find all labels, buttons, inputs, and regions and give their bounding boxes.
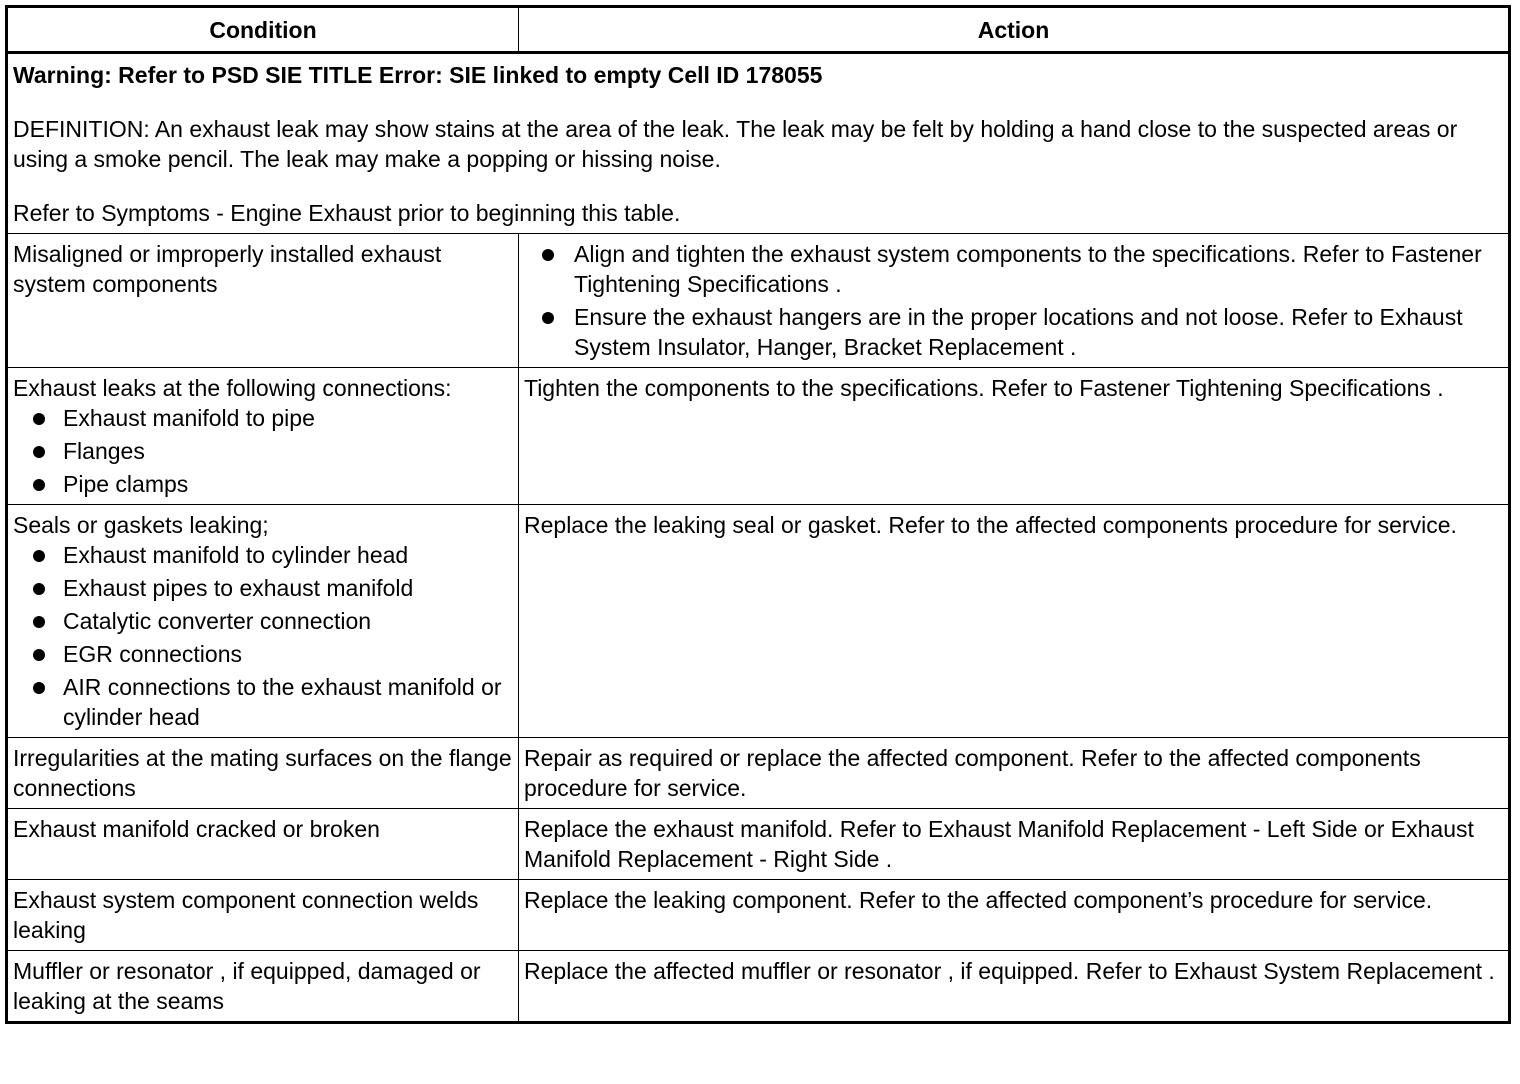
bullet-icon [33, 479, 45, 491]
bullet-icon [542, 312, 554, 324]
action-cell [519, 809, 1510, 880]
bullet-icon [33, 583, 45, 595]
condition-text: Seals or gaskets leaking; [13, 512, 269, 538]
action-cell [519, 951, 1510, 1023]
intro-cell [7, 53, 1510, 234]
bullet-icon [542, 249, 554, 261]
action-list [524, 239, 1503, 362]
warning-text: Warning: Refer to PSD SIE TITLE Error: SIE linked to empty Cell ID 178055 [13, 62, 823, 88]
list-item [13, 540, 513, 570]
bullet-icon [33, 413, 45, 425]
bullet-icon [33, 649, 45, 661]
condition-cell [7, 368, 519, 505]
bullet-icon [33, 682, 45, 694]
list-item [13, 573, 513, 603]
list-item [524, 302, 1503, 362]
condition-cell [7, 880, 519, 951]
table-row [7, 368, 1510, 505]
list-item [13, 639, 513, 669]
action-text: Replace the leaking seal or gasket. Refer to the affected components procedure for service. [524, 512, 1457, 538]
intro-row [7, 53, 1510, 234]
column-header-condition: Condition [7, 7, 519, 53]
list-item-text: Align and tighten the exhaust system components to the specifications. Refer to Fastener Tightening Specifications . [574, 241, 1482, 297]
condition-cell [7, 809, 519, 880]
condition-cell [7, 951, 519, 1023]
condition-text: Muffler or resonator , if equipped, damaged or leaking at the seams [13, 958, 481, 1014]
table-row [7, 809, 1510, 880]
action-text: Repair as required or replace the affected component. Refer to the affected components procedure for service. [524, 745, 1421, 801]
list-item-text: Exhaust pipes to exhaust manifold [63, 575, 414, 601]
list-item-text: Catalytic converter connection [63, 608, 372, 634]
list-item [13, 436, 513, 466]
table-row [7, 880, 1510, 951]
refer-text: Refer to Symptoms - Engine Exhaust prior to beginning this table. [13, 200, 681, 226]
table-row [7, 234, 1510, 368]
list-item [13, 469, 513, 499]
list-item-text: EGR connections [63, 641, 242, 667]
action-text: Tighten the components to the specifications. Refer to Fastener Tightening Specifications . [524, 375, 1444, 401]
bullet-icon [33, 616, 45, 628]
list-item-text: Flanges [63, 438, 145, 464]
diagnostic-table [5, 5, 1511, 1024]
action-cell [519, 880, 1510, 951]
list-item-text: Exhaust manifold to cylinder head [63, 542, 409, 568]
list-item [13, 403, 513, 433]
condition-cell [7, 738, 519, 809]
table-row [7, 738, 1510, 809]
condition-text: Exhaust system component connection welds leaking [13, 887, 479, 943]
list-item-text: Exhaust manifold to pipe [63, 405, 315, 431]
table-row [7, 951, 1510, 1023]
condition-list [13, 540, 513, 732]
action-text: Replace the exhaust manifold. Refer to Exhaust Manifold Replacement - Left Side or Exhaust Manifold Replacement - Right Side . [524, 816, 1474, 872]
action-cell [519, 505, 1510, 738]
condition-list [13, 403, 513, 499]
action-text: Replace the leaking component. Refer to the affected component’s procedure for service. [524, 887, 1433, 913]
condition-text: Irregularities at the mating surfaces on the flange connections [13, 745, 512, 801]
list-item-text: Ensure the exhaust hangers are in the proper locations and not loose. Refer to Exhaust System Insulator, Hanger, Bracket Replacement . [574, 304, 1463, 360]
list-item [13, 606, 513, 636]
bullet-icon [33, 550, 45, 562]
condition-cell [7, 505, 519, 738]
list-item-text: Pipe clamps [63, 471, 189, 497]
action-cell [519, 234, 1510, 368]
list-item [524, 239, 1503, 299]
condition-text: Exhaust leaks at the following connections: [13, 375, 452, 401]
column-header-action: Action [519, 7, 1510, 53]
condition-text: Misaligned or improperly installed exhaust system components [13, 241, 442, 297]
bullet-icon [33, 446, 45, 458]
action-cell [519, 738, 1510, 809]
list-item-text: AIR connections to the exhaust manifold or cylinder head [63, 674, 502, 730]
table-row [7, 505, 1510, 738]
action-text: Replace the affected muffler or resonator , if equipped. Refer to Exhaust System Replacement . [524, 958, 1495, 984]
condition-cell [7, 234, 519, 368]
definition-text: DEFINITION: An exhaust leak may show stains at the area of the leak. The leak may be felt by holding a hand close to the suspected areas or using a smoke pencil. The leak may make a popping or hissing noise. [13, 116, 1458, 172]
list-item [13, 672, 513, 732]
condition-text: Exhaust manifold cracked or broken [13, 816, 380, 842]
action-cell [519, 368, 1510, 505]
header-row [7, 7, 1510, 53]
